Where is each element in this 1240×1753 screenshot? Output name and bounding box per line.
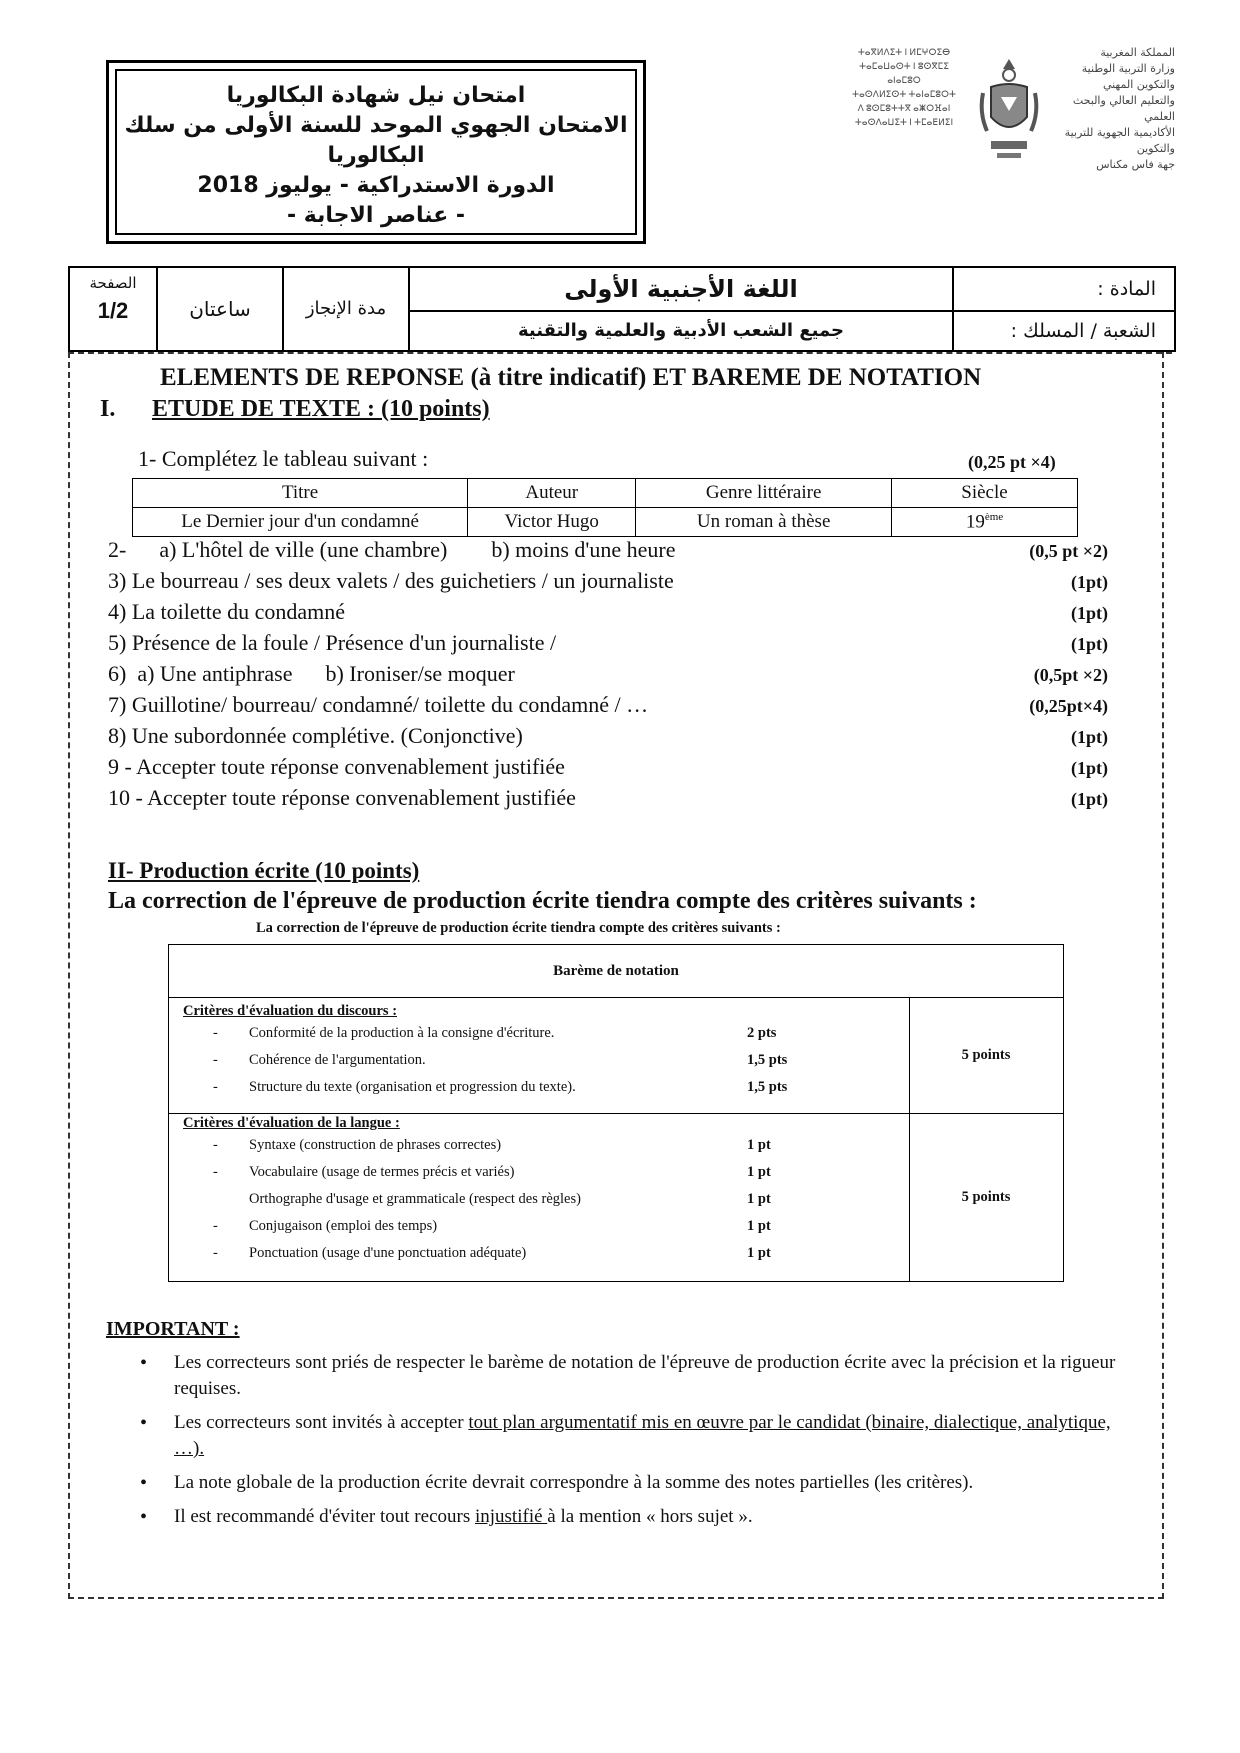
answer-row (108, 752, 1108, 783)
discours-section (169, 1001, 909, 1111)
criteria-value: 1,5 pts (747, 1052, 788, 1068)
answer-row (108, 597, 1108, 628)
ministry-logo (845, 45, 1175, 185)
exam-title-line-2: الامتحان الجهوي الموحد للسنة الأولى من سلك البكالوريا (124, 113, 628, 168)
important-bullets (130, 1350, 1126, 1530)
important-item-4-underlined: injustifié (474, 1506, 548, 1527)
answer-points: (1pt) (1071, 789, 1108, 809)
ministry-line: الأكاديمية الجهوية للتربية والتكوين (1064, 126, 1175, 155)
important-list (130, 1350, 1126, 1538)
answer-text: 9 - Accepter toute réponse convenablement justifiée (108, 754, 565, 779)
track-label: الشعبة / المسلك : (1010, 320, 1156, 342)
bareme-divider (169, 1113, 1063, 1114)
criteria-value: 1 pt (747, 1191, 771, 1207)
bareme-vertical-divider (909, 997, 910, 1281)
cell-author: Victor Hugo (468, 508, 636, 537)
ministry-line: وزارة التربية الوطنية (1081, 62, 1175, 75)
answer-row (108, 628, 1108, 659)
bullet-icon: • (140, 1506, 148, 1528)
answers-list (108, 535, 1108, 814)
criteria-label: Syntaxe (construction de phrases correctes) (249, 1137, 502, 1153)
header-cell-century: Siècle (891, 479, 1077, 508)
header-cell-author: Auteur (468, 479, 636, 508)
header-cell-title: Titre (133, 479, 468, 508)
important-item-3: La note globale de la production écrite devrait correspondre à la somme des notes partielles (les critères). (174, 1472, 974, 1493)
answer-row (108, 535, 1108, 566)
novel-table (132, 478, 1078, 537)
track-value: جميع الشعب الأدبية والعلمية والتقنية (517, 320, 845, 341)
answer-text: 5) Présence de la foule / Présence d'un journaliste / (108, 630, 557, 655)
list-item (130, 1350, 1126, 1402)
criteria-label: Conformité de la production à la consigne d'écriture. (249, 1025, 555, 1041)
century-value: 19 (965, 511, 985, 533)
exam-info-table (68, 266, 1176, 352)
criteria-label: Cohérence de l'argumentation. (249, 1052, 426, 1068)
main-title: ELEMENTS DE REPONSE (à titre indicatif) ET BAREME DE NOTATION (160, 364, 982, 391)
section-1-number: I. (100, 396, 116, 422)
century-suffix: ème (984, 510, 1004, 523)
exam-title-line-3: الدورة الاستدراكية - يوليوز 2018 (197, 173, 555, 198)
criteria-label: Orthographe d'usage et grammaticale (respect des règles) (249, 1191, 581, 1207)
important-title: IMPORTANT : (106, 1318, 240, 1340)
discours-total: 5 points (961, 1047, 1011, 1063)
criteria-label: Structure du texte (organisation et progression du texte). (249, 1079, 576, 1095)
criteria-label: Vocabulaire (usage de termes précis et variés) (249, 1164, 515, 1180)
answer-text: 6) a) Une antiphrase b) Ironiser/se moquer (108, 661, 515, 686)
page-label: الصفحة (89, 274, 137, 292)
section-1-title: ETUDE DE TEXTE : (10 points) (152, 396, 490, 422)
criteria-row: - Structure du texte (organisation et progression du texte). 1,5 pts (169, 1074, 909, 1101)
bareme-header: Barème de notation (169, 945, 1063, 998)
exam-title-frame (106, 60, 646, 244)
moroccan-emblem-icon (977, 53, 1041, 165)
section-2-title: II- Production écrite (10 points) (108, 858, 420, 883)
table-row (133, 508, 1078, 537)
table-header-row (133, 479, 1078, 508)
criteria-row: - Cohérence de l'argumentation. 1,5 pts (169, 1047, 909, 1074)
answer-points: (0,5 pt ×2) (1029, 541, 1108, 561)
list-item (130, 1410, 1126, 1462)
question-1-points: (0,25 pt ×4) (968, 452, 1056, 472)
answer-points: (1pt) (1071, 572, 1108, 592)
ministry-line: المملكة المغربية (1100, 46, 1175, 59)
answer-points: (0,25pt×4) (1029, 696, 1108, 716)
answer-points: (1pt) (1071, 758, 1108, 778)
answer-points: (1pt) (1071, 634, 1108, 654)
answer-text: 3) Le bourreau / ses deux valets / des guichetiers / un journaliste (108, 568, 674, 593)
bullet-icon: • (140, 1412, 148, 1434)
important-item-4-pre: Il est recommandé d'éviter tout recours (174, 1506, 475, 1527)
subject-track-cell (410, 268, 954, 350)
answer-text: 8) Une subordonnée complétive. (Conjonctive) (108, 723, 523, 748)
answer-points: (0,5pt ×2) (1033, 665, 1108, 685)
criteria-row: - Vocabulaire (usage de termes précis et variés) 1 pt (169, 1159, 909, 1186)
ministry-tifinagh-text: ⵜⴰⴳⵍⴷⵉⵜ ⵏ ⵍⵎⵖⵔⵉⴱ ⵜⴰⵎⴰⵡⴰⵙⵜ ⵏ ⵓⵙⴳⵎⵉ ⴰⵏⴰⵎⵓⵔ ⵜⴰⵙⴷⵍⵉⵙⵜ ⵜⴰⵏⴰⵎⵓⵔⵜ ⴷ ⵓⵙⵎⵓⵜⵜⴳ ⴰⵥⵔⴼⴰⵏ ⵜⴰⵙⴷⴰⵡⵉⵜ ⵏ ⵜⵎⴰⴹⵍⵉⵏ (852, 47, 956, 127)
criteria-row: - Conjugaison (emploi des temps) 1 pt (169, 1213, 909, 1240)
question-1: 1- Complétez le tableau suivant : (138, 446, 429, 471)
criteria-row: - Conformité de la production à la consigne d'écriture. 2 pts (169, 1020, 909, 1047)
ministry-line: جهة فاس مكناس (1096, 158, 1175, 171)
criteria-value: 2 pts (747, 1025, 777, 1041)
list-item (130, 1470, 1126, 1496)
labels-cell (954, 268, 1174, 350)
answer-text: 10 - Accepter toute réponse convenablement justifiée (108, 785, 576, 810)
criteria-value: 1 pt (747, 1137, 771, 1153)
cell-genre: Un roman à thèse (636, 508, 892, 537)
criteria-label: Conjugaison (emploi des temps) (249, 1218, 438, 1234)
criteria-value: 1 pt (747, 1245, 771, 1261)
ministry-line: والتكوين المهني (1102, 78, 1175, 91)
answer-row (108, 566, 1108, 597)
page-cell (70, 268, 158, 350)
criteria-label: Ponctuation (usage d'une ponctuation adéquate) (249, 1245, 527, 1261)
answer-points: (1pt) (1071, 727, 1108, 747)
langue-section (169, 1115, 909, 1279)
answer-text: 4) La toilette du condamné (108, 599, 346, 624)
discours-title: Critères d'évaluation du discours : (183, 1003, 398, 1019)
cell-title: Le Dernier jour d'un condamné (133, 508, 468, 537)
criteria-value: 1 pt (747, 1218, 771, 1234)
header-cell-genre: Genre littéraire (636, 479, 892, 508)
answer-row (108, 659, 1108, 690)
answer-row (108, 690, 1108, 721)
cell-century (891, 508, 1077, 537)
bullet-icon: • (140, 1472, 148, 1494)
bareme-table (168, 944, 1064, 1282)
answer-points: (1pt) (1071, 603, 1108, 623)
answer-row (108, 783, 1108, 814)
criteria-value: 1,5 pts (747, 1079, 788, 1095)
langue-title: Critères d'évaluation de la langue : (183, 1115, 400, 1131)
list-item (130, 1504, 1126, 1530)
answer-row (108, 721, 1108, 752)
ministry-arabic-text (1057, 45, 1175, 173)
exam-title-line-4: - عناصر الاجابة - (286, 203, 466, 228)
answer-text: 7) Guillotine/ bourreau/ condamné/ toilette du condamné / … (108, 692, 649, 717)
answer-text: 2- a) L'hôtel de ville (une chambre) b) moins d'une heure (108, 537, 676, 562)
criteria-row (169, 1186, 909, 1213)
subject-label: المادة : (954, 268, 1174, 312)
important-item-4-post: à la mention « hors sujet ». (547, 1506, 753, 1527)
important-item-2-underlined: tout plan argumentatif mis en œuvre par le candidat (binaire, dialectique, analytique, …). (174, 1412, 1111, 1459)
important-item-1: Les correcteurs sont priés de respecter le barème de notation de l'épreuve de production écrite avec la précision et la rigueur requises. (174, 1352, 1116, 1399)
section-2-intro-small: La correction de l'épreuve de production écrite tiendra compte des critères suivants : (256, 920, 781, 936)
duration-value: ساعتان (158, 268, 284, 350)
duration-label: مدة الإنجاز (284, 268, 410, 350)
criteria-row: - Ponctuation (usage d'une ponctuation adéquate) 1 pt (169, 1240, 909, 1267)
page-value: 1/2 (97, 298, 129, 323)
langue-total: 5 points (961, 1189, 1011, 1205)
subject-value: اللغة الأجنبية الأولى (410, 268, 952, 312)
section-2-intro: La correction de l'épreuve de production écrite tiendra compte des critères suivants : (108, 888, 977, 914)
exam-title-line-1: امتحان نيل شهادة البكالوريا (226, 83, 526, 108)
bullet-icon: • (140, 1352, 148, 1374)
criteria-row: - Syntaxe (construction de phrases correctes) 1 pt (169, 1132, 909, 1159)
important-item-2-pre: Les correcteurs sont invités à accepter (174, 1412, 469, 1433)
ministry-line: والتعليم العالي والبحث العلمي (1072, 94, 1175, 123)
criteria-value: 1 pt (747, 1164, 771, 1180)
